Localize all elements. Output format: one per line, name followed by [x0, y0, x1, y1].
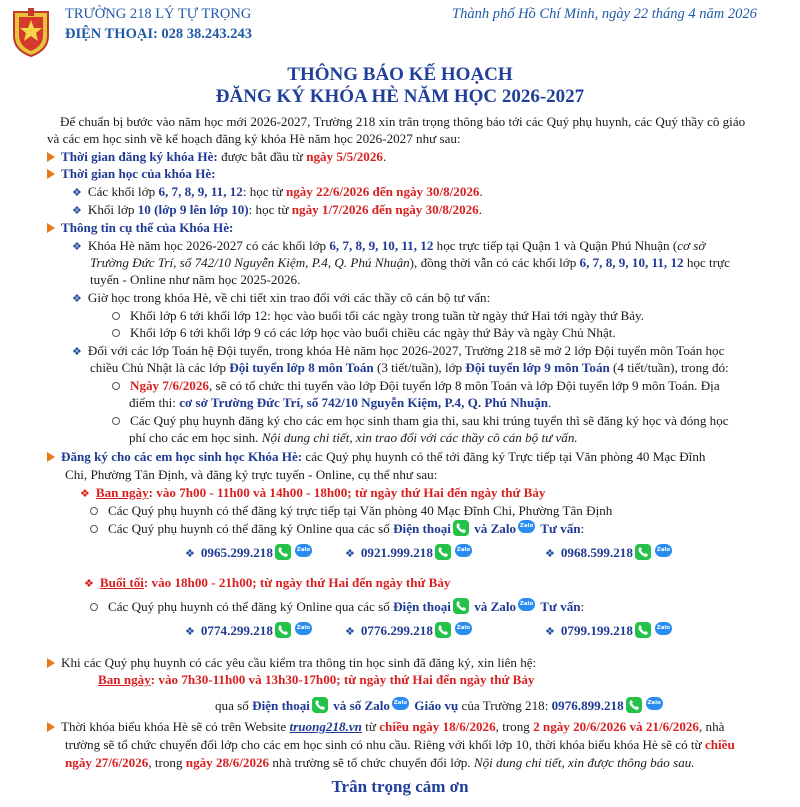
details-c-item-1: Ngày 7/6/2026, sẽ có tổ chức thi tuyển vào lớp Đội tuyển lớp 8 môn Toán và lớp Đội tuyển lớp 9 môn Toán. Địa — [112, 377, 720, 395]
phone-icon — [435, 544, 451, 560]
diamond-bullet-icon: ❖ — [72, 187, 82, 199]
zalo-icon: Zalo — [518, 520, 535, 533]
title-line-2: ĐĂNG KÝ KHÓA HÈ NĂM HỌC 2026-2027 — [215, 86, 585, 107]
diamond-bullet-icon: ❖ — [345, 626, 355, 638]
arrow-bullet-icon — [47, 152, 55, 162]
arrow-bullet-icon — [47, 452, 55, 462]
website-link[interactable]: truong218.vn — [289, 719, 362, 734]
intro-line-1: Để chuẩn bị bước vào năm học mới 2026-2027, Trường 218 xin trân trọng thông báo tới các Quý phụ huynh, các Quý thầy cô giáo — [60, 114, 746, 129]
school-name: TRƯỜNG 218 LÝ TỰ TRỌNG — [65, 6, 252, 22]
day-phone-2[interactable]: ❖ 0921.999.218 Zalo — [345, 545, 471, 560]
details-c-line-1: ❖ Đối với các lớp Toán hệ Đội tuyển, trong khóa Hè năm học 2026-2027, Trường 218 sẽ mở 2 lớp Đội tuyển môn Toán học — [72, 343, 725, 358]
diamond-bullet-icon: ❖ — [80, 488, 90, 500]
intro-line-2: và các em học sinh về kế hoạch đăng ký khóa Hè năm học 2026-2027 như sau: — [47, 131, 461, 146]
study-time-item-1: ❖ Các khối lớp 6, 7, 8, 9, 11, 12: học từ ngày 22/6/2026 đến ngày 30/8/2026. — [72, 184, 483, 199]
day-phone-3[interactable]: ❖ 0968.599.218 Zalo — [545, 545, 671, 560]
circle-bullet-icon — [90, 603, 98, 611]
timetable-line-3: ngày 27/6/2026, trong ngày 28/6/2026 nhà trường sẽ tổ chức chuyển đổi lớp. Nội dung chi tiết, xin được thông báo sau. — [65, 755, 695, 770]
section-check-info: Khi các Quý phụ huynh có các yêu cầu kiểm tra thông tin học sinh đã đăng ký, xin liên hệ: — [47, 654, 536, 672]
circle-bullet-icon — [90, 507, 98, 515]
title-line-1: THÔNG BÁO KẾ HOẠCH — [287, 64, 513, 85]
evening-option-1: Các Quý phụ huynh có thể đăng ký Online qua các số Điện thoại và Zalo Zalo Tư vấn: — [90, 598, 584, 616]
details-b-item-2: Khối lớp 6 tới khối lớp 9 có các lớp học vào buổi chiều các ngày thứ Bảy và ngày Chủ Nhật. — [112, 324, 616, 342]
circle-bullet-icon — [90, 525, 98, 533]
school-phone: ĐIỆN THOẠI: 028 38.243.243 — [65, 26, 253, 42]
diamond-bullet-icon: ❖ — [345, 548, 355, 560]
registration-line-2: Chi, Phường Tân Định, và đăng ký trực tuyến - Online, cụ thể như sau: — [65, 467, 438, 482]
school-logo — [8, 6, 54, 58]
daytime-option-1: Các Quý phụ huynh có thể đăng ký trực tiếp tại Văn phòng 40 Mạc Đĩnh Chi, Phường Tân Định — [90, 502, 612, 520]
diamond-bullet-icon: ❖ — [72, 346, 82, 358]
details-c-item-2: Các Quý phụ huynh đăng ký cho các em học sinh tham gia thi, sau khi trúng tuyển thì sẽ đăng ký học và đóng học — [112, 412, 729, 430]
circle-bullet-icon — [112, 329, 120, 337]
eve-phone-1[interactable]: ❖ 0774.299.218 Zalo — [185, 623, 311, 638]
diamond-bullet-icon: ❖ — [72, 241, 82, 253]
zalo-icon: Zalo — [518, 598, 535, 611]
check-info-contact: qua số Điện thoại và số Zalo Zalo Giáo vụ của Trường 218: 0976.899.218 Zalo — [215, 698, 661, 713]
diamond-bullet-icon: ❖ — [72, 293, 82, 305]
zalo-icon: Zalo — [646, 697, 663, 710]
circle-bullet-icon — [112, 382, 120, 390]
diamond-bullet-icon: ❖ — [84, 578, 94, 590]
arrow-bullet-icon — [47, 169, 55, 179]
details-a-line-1: ❖ Khóa Hè năm học 2026-2027 có các khối lớp 6, 7, 8, 9, 10, 11, 12 học trực tiếp tại Quận 1 và Quận Phú Nhuận (cơ sở — [72, 238, 706, 253]
details-c-line-2: chiều Chủ Nhật là các lớp Đội tuyển lớp 8 môn Toán (3 tiết/tuần), lớp Đội tuyển lớp 9 môn Toán (4 tiết/tuần), trong đó: — [90, 360, 729, 375]
office-phone-number[interactable]: 0976.899.218 — [551, 698, 624, 713]
zalo-icon: Zalo — [295, 544, 312, 557]
phone-icon — [635, 544, 651, 560]
details-b: ❖ Giờ học trong khóa Hè, về chi tiết xin trao đổi với các thầy cô cán bộ tư vấn: — [72, 290, 491, 305]
eve-phone-2[interactable]: ❖ 0776.299.218 Zalo — [345, 623, 471, 638]
daytime-option-2: Các Quý phụ huynh có thể đăng ký Online qua các số Điện thoại và Zalo Zalo Tư vấn: — [90, 520, 584, 538]
details-a-line-2: Trường Đức Trí, số 742/10 Nguyễn Kiệm, P.4, Q. Phú Nhuận), đồng thời vẫn có các khối lớp 6, 7, 8, 9, 10, 11, 12 học trực — [90, 255, 730, 270]
arrow-bullet-icon — [47, 223, 55, 233]
diamond-bullet-icon: ❖ — [185, 626, 195, 638]
circle-bullet-icon — [112, 312, 120, 320]
section-study-time: Thời gian học của khóa Hè: — [47, 165, 216, 183]
zalo-icon: Zalo — [295, 622, 312, 635]
study-time-item-2: ❖ Khối lớp 10 (lớp 9 lên lớp 10): học từ ngày 1/7/2026 đến ngày 30/8/2026. — [72, 202, 482, 217]
details-c-item-2-cont: phí cho các em học sinh. Nội dung chi tiết, xin trao đổi với các thầy cô cán bộ tư vấn. — [129, 430, 578, 445]
diamond-bullet-icon: ❖ — [545, 548, 555, 560]
timetable-line-2: trường sẽ tổ chức chuyển đổi lớp cho các em học sinh có nhu cầu. Riêng với khối lớp 10, thời khóa biểu khóa Hè sẽ có từ chiều — [65, 737, 735, 752]
section-details: Thông tin cụ thể của Khóa Hè: — [47, 219, 233, 237]
day-phone-1[interactable]: ❖ 0965.299.218 Zalo — [185, 545, 311, 560]
zalo-icon: Zalo — [455, 544, 472, 557]
phone-icon — [453, 598, 469, 614]
section-registration-time: Thời gian đăng ký khóa Hè: được bắt đầu từ ngày 5/5/2026. — [47, 148, 386, 166]
zalo-icon: Zalo — [455, 622, 472, 635]
zalo-icon: Zalo — [655, 544, 672, 557]
closing-text: Trân trọng cảm ơn — [331, 777, 469, 796]
phone-icon — [435, 622, 451, 638]
circle-bullet-icon — [112, 417, 120, 425]
phone-icon — [312, 697, 328, 713]
diamond-bullet-icon: ❖ — [185, 548, 195, 560]
section-timetable: Thời khóa biểu khóa Hè sẽ có trên Website truong218.vn từ chiều ngày 18/6/2026, trong 2 ngày 20/6/2026 và 21/6/2026, nhà — [47, 718, 724, 736]
zalo-icon: Zalo — [392, 697, 409, 710]
arrow-bullet-icon — [47, 658, 55, 668]
zalo-icon: Zalo — [655, 622, 672, 635]
arrow-bullet-icon — [47, 722, 55, 732]
phone-icon — [275, 622, 291, 638]
evening-schedule: ❖ Buổi tối: vào 18h00 - 21h00; từ ngày thứ Hai đến ngày thứ Bảy — [84, 575, 451, 590]
phone-icon — [635, 622, 651, 638]
phone-icon — [453, 520, 469, 536]
daytime-schedule: ❖ Ban ngày: vào 7h00 - 11h00 và 14h00 - 18h00; từ ngày thứ Hai đến ngày thứ Bảy — [80, 485, 546, 500]
phone-icon — [626, 697, 642, 713]
details-b-item-1: Khối lớp 6 tới khối lớp 12: học vào buổi tối các ngày trong tuần từ ngày thứ Hai tới ngày thứ Bảy. — [112, 307, 644, 325]
phone-icon — [275, 544, 291, 560]
check-info-schedule: Ban ngày: vào 7h30-11h00 và 13h30-17h00; từ ngày thứ Hai đến ngày thứ Bảy — [98, 672, 535, 687]
details-a-line-3: tuyến - Online như năm học 2025-2026. — [90, 272, 301, 287]
section-registration: Đăng ký cho các em học sinh học Khóa Hè: các Quý phụ huynh có thể tới đăng ký Trực tiếp tại Văn phòng 40 Mạc Đĩnh — [47, 448, 705, 466]
diamond-bullet-icon: ❖ — [545, 626, 555, 638]
diamond-bullet-icon: ❖ — [72, 205, 82, 217]
details-c-item-1-cont: điểm thi: cơ sở Trường Đức Trí, số 742/10 Nguyễn Kiệm, P.4, Q. Phú Nhuận. — [129, 395, 552, 410]
place-date: Thành phố Hồ Chí Minh, ngày 22 tháng 4 năm 2026 — [452, 6, 757, 22]
eve-phone-3[interactable]: ❖ 0799.199.218 Zalo — [545, 623, 671, 638]
